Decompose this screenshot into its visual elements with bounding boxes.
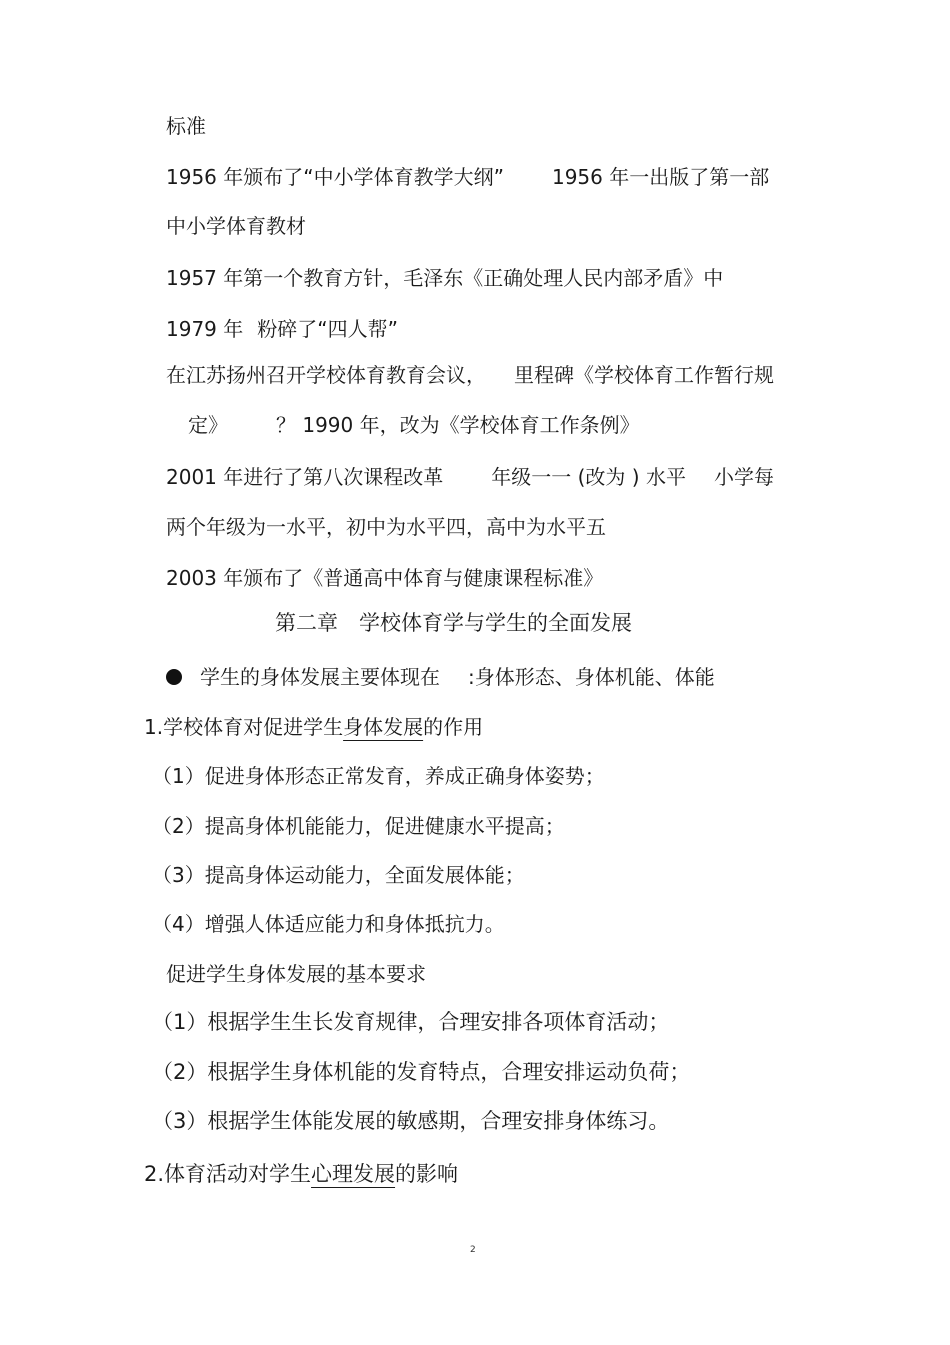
text-line: 定》 ？ 1990 年，改为《学校体育工作条例》 bbox=[188, 413, 640, 437]
section-heading: 2.体育活动对学生心理发展的影响 bbox=[144, 1162, 459, 1186]
subheading: 促进学生身体发展的基本要求 bbox=[166, 962, 426, 986]
list-item: （2）提高身体机能能力，促进健康水平提高； bbox=[152, 814, 565, 838]
underlined-term: 心理发展 bbox=[311, 1162, 396, 1186]
filled-circle-bullet-icon bbox=[166, 669, 182, 685]
chapter-heading: 第二章 学校体育学与学生的全面发展 bbox=[275, 611, 632, 635]
text-line: 1979 年 粉碎了“四人帮” bbox=[166, 317, 398, 341]
underlined-term: 身体发展 bbox=[343, 715, 424, 739]
text-line: 在江苏扬州召开学校体育教育会议， 里程碑《学校体育工作暂行规 bbox=[166, 363, 774, 387]
section-heading: 1.学校体育对促进学生身体发展的作用 bbox=[144, 715, 484, 739]
bullet-item: 学生的身体发展主要体现在 :身体形态、身体机能、体能 bbox=[166, 664, 715, 690]
text-line: 1957 年第一个教育方针，毛泽东《正确处理人民内部矛盾》中 bbox=[166, 266, 724, 290]
text-line: 2001 年进行了第八次课程改革 年级一一 (改为 ) 水平 小学每 bbox=[166, 465, 774, 489]
list-item: （3）根据学生体能发展的敏感期，合理安排身体练习。 bbox=[152, 1109, 670, 1133]
text-line: 两个年级为一水平，初中为水平四，高中为水平五 bbox=[166, 515, 606, 539]
list-item: （2）根据学生身体机能的发育特点，合理安排运动负荷； bbox=[152, 1060, 691, 1084]
list-item: （4）增强人体适应能力和身体抵抗力。 bbox=[152, 912, 505, 936]
list-item: （1）促进身体形态正常发育，养成正确身体姿势； bbox=[152, 764, 605, 788]
text-line: 中小学体育教材 bbox=[166, 214, 306, 238]
text-line: 1956 年颁布了“中小学体育教学大纲” 1956 年一出版了第一部 bbox=[166, 165, 770, 189]
list-item: （3）提高身体运动能力，全面发展体能； bbox=[152, 863, 525, 887]
page-number: 2 bbox=[470, 1245, 476, 1255]
text-line: 2003 年颁布了《普通高中体育与健康课程标准》 bbox=[166, 566, 604, 590]
list-item: （1）根据学生生长发育规律，合理安排各项体育活动； bbox=[152, 1010, 670, 1034]
text-line: 标准 bbox=[166, 114, 206, 138]
